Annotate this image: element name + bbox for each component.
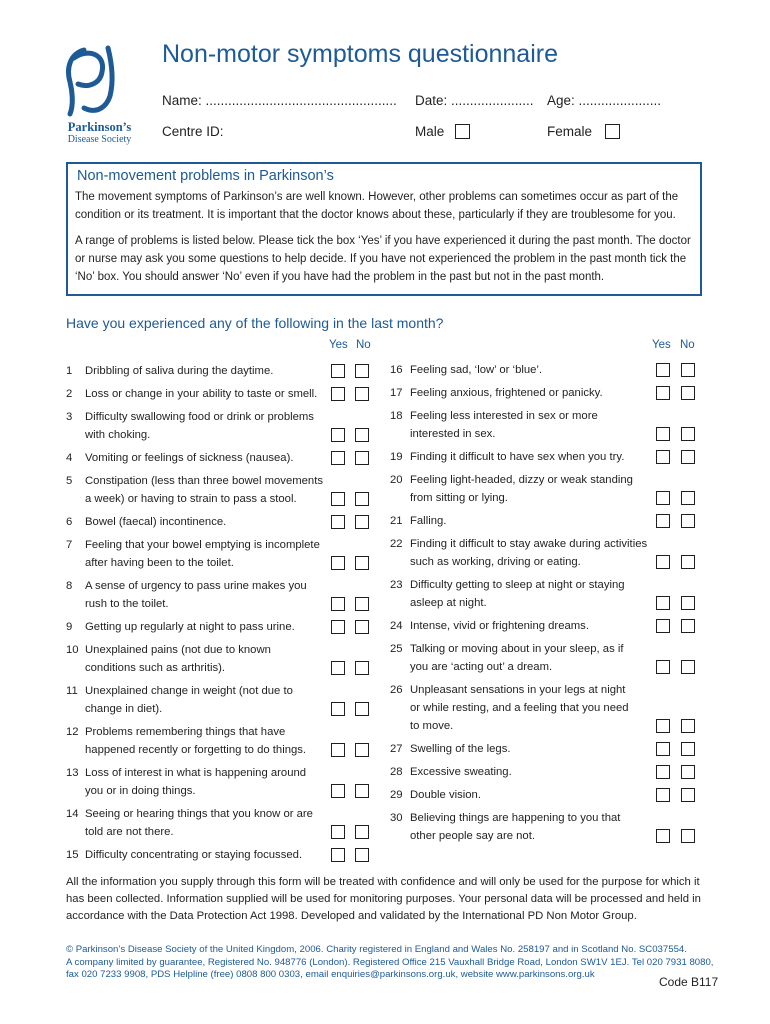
question-text: Talking or moving about in your sleep, as if (410, 643, 624, 655)
no-column-header-right: No (680, 339, 695, 351)
question-12 (66, 723, 306, 759)
question-number: 2 (66, 388, 73, 400)
male-checkbox[interactable] (455, 124, 470, 139)
question-number: 30 (390, 812, 403, 824)
question-text: a week) or having to strain to pass a stool. (85, 493, 297, 505)
page-title: Non-motor symptoms questionnaire (162, 40, 558, 68)
question-text: Double vision. (410, 789, 481, 801)
question-text: Loss of interest in what is happening around (85, 767, 307, 779)
question-8-yes-checkbox[interactable] (331, 597, 345, 611)
question-number: 27 (390, 743, 403, 755)
question-14-yes-checkbox[interactable] (331, 825, 345, 839)
question-22 (390, 535, 647, 571)
question-11-no-checkbox[interactable] (355, 702, 369, 716)
question-text: Believing things are happening to you that (410, 812, 621, 824)
question-text: Feeling light-headed, dizzy or weak standing (410, 474, 633, 486)
question-number: 28 (390, 766, 403, 778)
question-number: 24 (390, 620, 403, 632)
question-30-no-checkbox[interactable] (681, 829, 695, 843)
question-12-no-checkbox[interactable] (355, 743, 369, 757)
question-9-yes-checkbox[interactable] (331, 620, 345, 634)
questions-heading: Have you experienced any of the following in the last month? (66, 315, 444, 331)
question-text: with choking. (85, 429, 151, 441)
question-24-no-checkbox[interactable] (681, 619, 695, 633)
question-22-yes-checkbox[interactable] (656, 555, 670, 569)
question-6-no-checkbox[interactable] (355, 515, 369, 529)
question-text: to move. (410, 720, 454, 732)
question-text: Feeling anxious, frightened or panicky. (410, 387, 603, 399)
question-text: asleep at night. (410, 597, 487, 609)
question-number: 13 (66, 767, 79, 779)
question-text: Difficulty swallowing food or drink or problems (85, 411, 314, 423)
question-15 (66, 846, 302, 864)
question-9 (66, 618, 295, 636)
question-29 (390, 786, 481, 804)
question-number: 7 (66, 539, 73, 551)
question-11-yes-checkbox[interactable] (331, 702, 345, 716)
question-2-yes-checkbox[interactable] (331, 387, 345, 401)
question-21-no-checkbox[interactable] (681, 514, 695, 528)
question-number: 1 (66, 365, 73, 377)
male-label: Male (415, 124, 445, 139)
question-text: or while resting, and a feeling that you need (410, 702, 629, 714)
question-number: 26 (390, 684, 403, 696)
question-13-yes-checkbox[interactable] (331, 784, 345, 798)
question-18-yes-checkbox[interactable] (656, 427, 670, 441)
question-text: Feeling less interested in sex or more (410, 410, 598, 422)
question-number: 5 (66, 475, 73, 487)
question-14-no-checkbox[interactable] (355, 825, 369, 839)
question-1 (66, 362, 273, 380)
question-30-yes-checkbox[interactable] (656, 829, 670, 843)
question-16 (390, 361, 542, 379)
question-13 (66, 764, 306, 800)
question-number: 9 (66, 621, 73, 633)
question-number: 23 (390, 579, 403, 591)
question-1-no-checkbox[interactable] (355, 364, 369, 378)
question-10-yes-checkbox[interactable] (331, 661, 345, 675)
question-23-no-checkbox[interactable] (681, 596, 695, 610)
question-21 (390, 512, 446, 530)
question-29-no-checkbox[interactable] (681, 788, 695, 802)
question-text: Unexplained pains (not due to known (85, 644, 271, 656)
question-number: 4 (66, 452, 73, 464)
question-28-no-checkbox[interactable] (681, 765, 695, 779)
question-number: 11 (66, 685, 78, 697)
question-28 (390, 763, 512, 781)
question-25-yes-checkbox[interactable] (656, 660, 670, 674)
question-text: Difficulty concentrating or staying focussed. (85, 849, 303, 861)
question-text: Unpleasant sensations in your legs at night (410, 684, 626, 696)
question-number: 6 (66, 516, 73, 528)
question-24 (390, 617, 589, 635)
question-number: 3 (66, 411, 73, 423)
info-paragraph-2: A range of problems is listed below. Please tick the box ‘Yes’ if you have experienced it during the past month. The doctor or nurse may ask you some questions to help decide. If you have not experienced the problem in the past month tick the ‘No’ box. You should answer ‘No’ even if you have had the problem in the past but not in the past month. (75, 235, 691, 283)
question-text: Constipation (less than three bowel movements (85, 475, 323, 487)
question-text: Finding it difficult to stay awake during activities (410, 538, 648, 550)
question-text: Feeling that your bowel emptying is incomplete (85, 539, 320, 551)
question-6 (66, 513, 226, 531)
question-number: 12 (66, 726, 79, 738)
footer-line: A company limited by guarantee, Registered No. 948776 (London). Registered Office 215 Vauxhall Bridge Road, London SW1V 1EJ. Tel 020 7931 8080, (66, 956, 714, 968)
question-text: interested in sex. (410, 428, 496, 440)
question-text: Getting up regularly at night to pass urine. (85, 621, 295, 633)
question-25-no-checkbox[interactable] (681, 660, 695, 674)
question-text: Excessive sweating. (410, 766, 512, 778)
footer (66, 944, 716, 982)
question-text: Loss or change in your ability to taste or smell. (85, 388, 318, 400)
question-1-yes-checkbox[interactable] (331, 364, 345, 378)
footer-line: © Parkinson’s Disease Society of the United Kingdom, 2006. Charity registered in England and Wales No. 258197 and in Scotland No. SC037554. (66, 944, 687, 955)
confidentiality-statement: All the information you supply through this form will be treated with confidence and will only be used for the purpose for which it has been collected. Information supplied will be used for monitoring purposes. Your personal data will be processed and held in accordance with the Data Protection Act 1998. Developed and validated by the International PD Non Motor Group. (66, 876, 701, 922)
question-19-yes-checkbox[interactable] (656, 450, 670, 464)
question-text: Swelling of the legs. (410, 743, 511, 755)
question-26-yes-checkbox[interactable] (656, 719, 670, 733)
question-20-no-checkbox[interactable] (681, 491, 695, 505)
question-text: told are not there. (85, 826, 174, 838)
question-number: 14 (66, 808, 79, 820)
question-3-no-checkbox[interactable] (355, 428, 369, 442)
question-5-no-checkbox[interactable] (355, 492, 369, 506)
question-text: Problems remembering things that have (85, 726, 286, 738)
question-text: Seeing or hearing things that you know or are (85, 808, 313, 820)
info-box (66, 162, 702, 296)
question-19-no-checkbox[interactable] (681, 450, 695, 464)
question-text: change in diet). (85, 703, 163, 715)
question-18 (390, 407, 598, 443)
question-14 (66, 805, 313, 841)
female-label: Female (547, 124, 593, 139)
question-text: after having been to the toilet. (85, 557, 234, 569)
question-27 (390, 740, 510, 758)
yes-column-header-left: Yes (329, 339, 348, 351)
question-number: 25 (390, 643, 403, 655)
question-text: Bowel (faecal) incontinence. (85, 516, 227, 528)
question-number: 8 (66, 580, 73, 592)
question-15-no-checkbox[interactable] (355, 848, 369, 862)
question-19 (390, 448, 624, 466)
logo-subtitle: Disease Society (67, 134, 132, 145)
form-code: Code B117 (659, 975, 719, 989)
question-text: happened recently or forgetting to do things. (85, 744, 307, 756)
question-4 (66, 449, 293, 467)
parkinsons-logo-icon (62, 44, 128, 120)
question-text: from sitting or lying. (410, 492, 508, 504)
question-6-yes-checkbox[interactable] (331, 515, 345, 529)
question-18-no-checkbox[interactable] (681, 427, 695, 441)
question-number: 16 (390, 364, 403, 376)
question-number: 22 (390, 538, 403, 550)
question-3 (66, 408, 314, 444)
question-text: Finding it difficult to have sex when you try. (410, 451, 625, 463)
question-8 (66, 577, 307, 613)
question-text: Feeling sad, ‘low’ or ‘blue’. (410, 364, 543, 376)
question-20-yes-checkbox[interactable] (656, 491, 670, 505)
logo-name: Parkinson’s (67, 120, 132, 134)
question-22-no-checkbox[interactable] (681, 555, 695, 569)
question-27-no-checkbox[interactable] (681, 742, 695, 756)
question-29-yes-checkbox[interactable] (656, 788, 670, 802)
question-25 (390, 640, 624, 676)
question-26-no-checkbox[interactable] (681, 719, 695, 733)
question-text: Intense, vivid or frightening dreams. (410, 620, 589, 632)
question-10 (66, 641, 271, 677)
age-field-label: Age: ...................... (547, 93, 662, 108)
question-text: Vomiting or feelings of sickness (nausea). (85, 452, 294, 464)
no-column-header-left: No (356, 339, 371, 351)
question-4-yes-checkbox[interactable] (331, 451, 345, 465)
question-text: Unexplained change in weight (not due to (85, 685, 293, 697)
question-2-no-checkbox[interactable] (355, 387, 369, 401)
question-number: 10 (66, 644, 79, 656)
female-checkbox[interactable] (605, 124, 620, 139)
question-13-no-checkbox[interactable] (355, 784, 369, 798)
question-4-no-checkbox[interactable] (355, 451, 369, 465)
question-text: A sense of urgency to pass urine makes you (85, 580, 307, 592)
question-text: Difficulty getting to sleep at night or staying (410, 579, 625, 591)
question-number: 19 (390, 451, 403, 463)
question-23 (390, 576, 625, 612)
question-number: 18 (390, 410, 403, 422)
question-2 (66, 385, 317, 403)
question-number: 17 (390, 387, 403, 399)
question-28-yes-checkbox[interactable] (656, 765, 670, 779)
question-20 (390, 471, 633, 507)
question-text: Falling. (410, 515, 447, 527)
info-paragraph-1: The movement symptoms of Parkinson’s are well known. However, other problems can sometimes occur as part of the condition or its treatment. It is important that the doctor knows about these, particularly if they are troublesome for you. (75, 191, 679, 221)
question-8-no-checkbox[interactable] (355, 597, 369, 611)
question-17-no-checkbox[interactable] (681, 386, 695, 400)
question-number: 20 (390, 474, 403, 486)
question-17 (390, 384, 603, 402)
question-26 (390, 681, 629, 735)
question-3-yes-checkbox[interactable] (331, 428, 345, 442)
question-27-yes-checkbox[interactable] (656, 742, 670, 756)
question-16-no-checkbox[interactable] (681, 363, 695, 377)
yes-column-header-right: Yes (652, 339, 671, 351)
info-heading: Non-movement problems in Parkinson’s (77, 168, 334, 184)
question-10-no-checkbox[interactable] (355, 661, 369, 675)
question-5 (66, 472, 323, 508)
question-number: 15 (66, 849, 79, 861)
question-text: other people say are not. (410, 830, 535, 842)
question-text: you or in doing things. (85, 785, 196, 797)
question-7-yes-checkbox[interactable] (331, 556, 345, 570)
question-12-yes-checkbox[interactable] (331, 743, 345, 757)
question-30 (390, 809, 620, 845)
centre-id-label: Centre ID: (162, 124, 224, 139)
question-17-yes-checkbox[interactable] (656, 386, 670, 400)
footer-line: fax 020 7233 9908, PDS Helpline (free) 0808 800 0303, email enquiries@parkinsons.org.uk, website www.parkinsons.org.uk (66, 969, 595, 980)
name-field-label: Name: ................................................... (162, 93, 397, 108)
question-15-yes-checkbox[interactable] (331, 848, 345, 862)
question-text: you are ‘acting out’ a dream. (410, 661, 553, 673)
question-21-yes-checkbox[interactable] (656, 514, 670, 528)
question-11 (66, 682, 293, 718)
question-5-yes-checkbox[interactable] (331, 492, 345, 506)
question-24-yes-checkbox[interactable] (656, 619, 670, 633)
date-field-label: Date: ...................... (415, 93, 534, 108)
question-16-yes-checkbox[interactable] (656, 363, 670, 377)
question-text: such as working, driving or eating. (410, 556, 581, 568)
question-9-no-checkbox[interactable] (355, 620, 369, 634)
question-number: 29 (390, 789, 403, 801)
question-text: rush to the toilet. (85, 598, 169, 610)
question-text: Dribbling of saliva during the daytime. (85, 365, 274, 377)
question-text: conditions such as arthritis). (85, 662, 226, 674)
question-7 (66, 536, 320, 572)
question-7-no-checkbox[interactable] (355, 556, 369, 570)
question-number: 21 (390, 515, 403, 527)
question-23-yes-checkbox[interactable] (656, 596, 670, 610)
